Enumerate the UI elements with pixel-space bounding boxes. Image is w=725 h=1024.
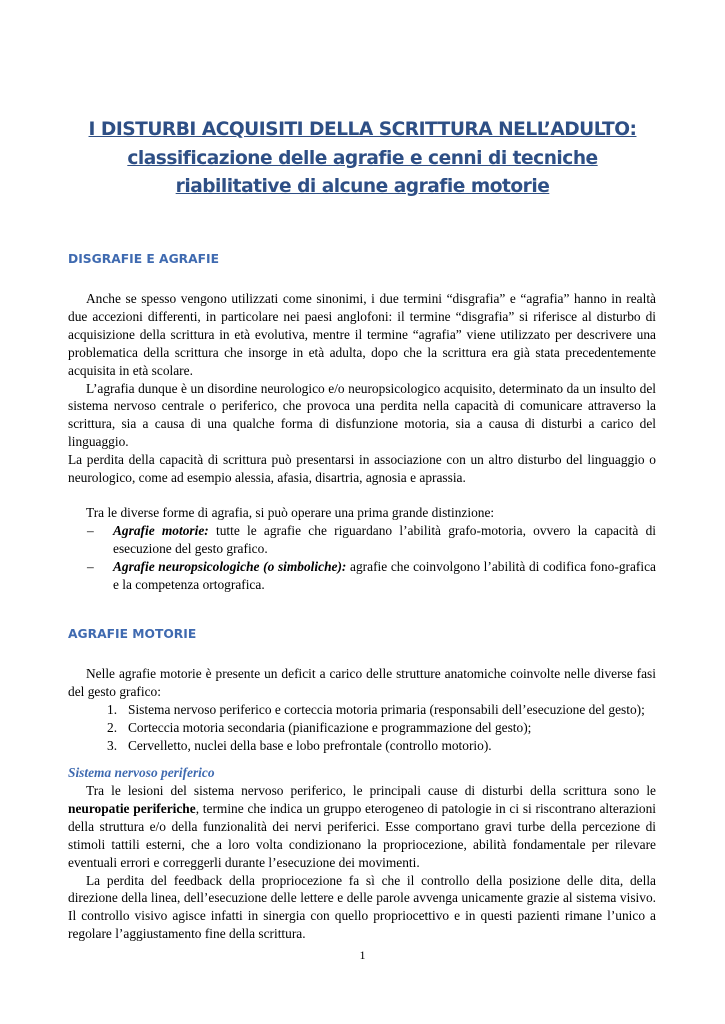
section-heading-agrafie-motorie: AGRAFIE MOTORIE [68,627,197,641]
list-item [68,522,656,558]
paragraph: Anche se spesso vengono utilizzati come sinonimi, i due termini “disgrafia” e “agrafia” hanno in realtà due accezioni differenti, in particolare nei paesi anglofoni: il termine “disgrafia” si riferisce al disturbo di acquisizione della scrittura in età evolutiva, mentre il termine “agrafia” viene utilizzato per descrivere una problematica della scrittura che insorge in età adulta, dopo che la scrittura era già stata precedentemente acquisita in età scolare. [68,291,656,378]
list-dash: – [87,522,94,538]
paragraph: La perdita della capacità di scrittura può presentarsi in associazione con un altro disturbo del linguaggio o neurologico, come ad esempio alessia, afasia, disartria, agnosia e aprassia. [68,452,656,486]
list-item-text: Sistema nervoso periferico e corteccia motoria primaria (responsabili dell’esecuzione del gesto); [128,701,645,717]
paragraph: L’agrafia dunque è un disordine neurologico e/o neuropsicologico acquisito, determinato da un insulto del sistema nervoso centrale o periferico, che provoca una perdita nella capacità di comunicare attraverso la scrittura, sia a causa di una qualche forma di disfunzione motoria, sia a causa di disturbi a carico del linguaggio. [68,380,656,450]
section-body-agrafie-motorie [68,665,656,755]
paragraph: La perdita del feedback della propriocezione fa sì che il controllo della posizione delle dita, della direzione della linea, dell’esecuzione delle lettere e delle parole avvenga unicamente grazie al sistema visivo. Il controllo visivo agisce infatti in sinergia con quello propriocettivo e in questi pazienti rimane l’unico a regolare l’aggiustamento fine della scrittura. [68,872,656,942]
section-body-distinzione [68,504,656,594]
paragraph-text: , termine che indica un gruppo eterogeneo di patologie in ci si riscontrano alterazioni della struttura e/o della funzionalità dei nervi periferici. Esse comportano gravi turbe della percezione di stimoli tattili esterni, che a loro volta condizionano la propriocezione, abilità fondamentale per rilevare eventuali errori e correggerli durante l’esecuzione dei movimenti. [68,800,656,870]
list-item [68,737,656,755]
title-line-2: classificazione delle agrafie e cenni di tecniche [127,147,598,169]
list-number: 3. [107,737,118,753]
list-item-term: Agrafie neuropsicologiche (o simboliche): [113,558,347,574]
list-item-text: agrafie che coinvolgono l’abilità di codifica fono-grafica e la competenza ortografica. [113,558,656,592]
paragraph: Tra le diverse forme di agrafia, si può operare una prima grande distinzione: [86,505,495,520]
list-item-text: tutte le agrafie che riguardano l’abilità grafo-motoria, ovvero la capacità di esecuzione del gesto grafico. [113,522,656,556]
list-item-text: Cervelletto, nuclei della base e lobo prefrontale (controllo motorio). [128,737,492,753]
list-number: 2. [107,719,118,735]
list-item-text: Corteccia motoria secondaria (pianificazione e programmazione del gesto); [128,719,532,735]
list-dash: – [87,558,94,574]
page-number: 1 [359,948,366,962]
paragraph: Nelle agrafie motorie è presente un deficit a carico delle strutture anatomiche coinvolte nelle diverse fasi del gesto grafico: [68,666,656,699]
section-body-disgrafie [68,290,656,487]
list-item-term: Agrafie motorie: [113,522,209,538]
list-item [68,719,656,737]
title-line-1: I DISTURBI ACQUISITI DELLA SCRITTURA NELL’ADULTO: [88,119,637,140]
paragraph [68,782,656,872]
document-title [60,116,665,202]
bold-term: neuropatie periferiche [68,800,196,816]
paragraph-text: Tra le lesioni del sistema nervoso periferico, le principali cause di disturbi della scrittura sono le [86,783,656,798]
section-body-sistema-nervoso [68,782,656,943]
list-item [68,701,656,719]
list-item [68,558,656,594]
structures-list [68,701,656,755]
agrafie-type-list [68,522,656,594]
list-number: 1. [107,701,118,717]
section-heading-disgrafie: DISGRAFIE E AGRAFIE [68,252,220,266]
subheading-sistema-nervoso: Sistema nervoso periferico [68,765,215,780]
title-line-3: riabilitative di alcune agrafie motorie [175,176,550,198]
